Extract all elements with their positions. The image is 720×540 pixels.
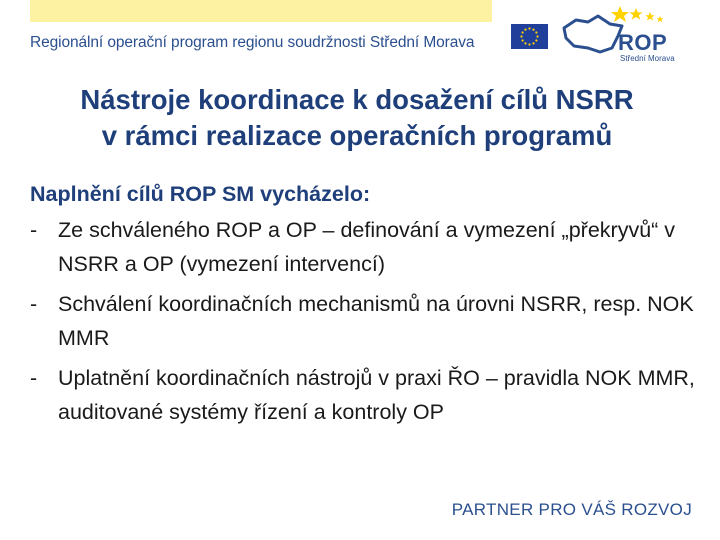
bullet-text: Ze schváleného ROP a OP – definování a vymezení „překryvů“ v NSRR a OP (vymezení intervencí): [58, 218, 676, 276]
slide-body: [30, 179, 700, 435]
rop-logo-text: ROP: [618, 30, 668, 55]
rop-logo-subtext: Střední Morava: [620, 54, 675, 63]
bullet-text: Schválení koordinačních mechanismů na úrovni NSRR, resp. NOK MMR: [58, 292, 694, 350]
lead-text: Naplnění cílů ROP SM vycházelo:: [30, 182, 371, 206]
bullet-item: [30, 361, 700, 429]
slide-title-line1: Nástroje koordinace k dosažení cílů NSRR: [80, 84, 634, 115]
header-accent-strip: [30, 0, 492, 22]
bullet-item: [30, 287, 700, 355]
bullet-dash: -: [30, 366, 38, 390]
bullet-text: Uplatnění koordinačních nástrojů v praxi ŘO – pravidla NOK MMR, auditované systémy řízení a kontroly OP: [58, 366, 695, 424]
bullet-dash: -: [30, 218, 38, 242]
program-name: Regionální operační program regionu soudržnosti Střední Morava: [30, 34, 475, 51]
slide-title: [0, 82, 714, 154]
bullet-item: [30, 213, 700, 281]
bullet-dash: -: [30, 292, 38, 316]
eu-flag-icon: [511, 24, 548, 49]
rop-logo: [558, 4, 694, 64]
footer-slogan: PARTNER PRO VÁŠ ROZVOJ: [451, 500, 692, 519]
slide-title-line2: v rámci realizace operačních programů: [101, 120, 613, 151]
